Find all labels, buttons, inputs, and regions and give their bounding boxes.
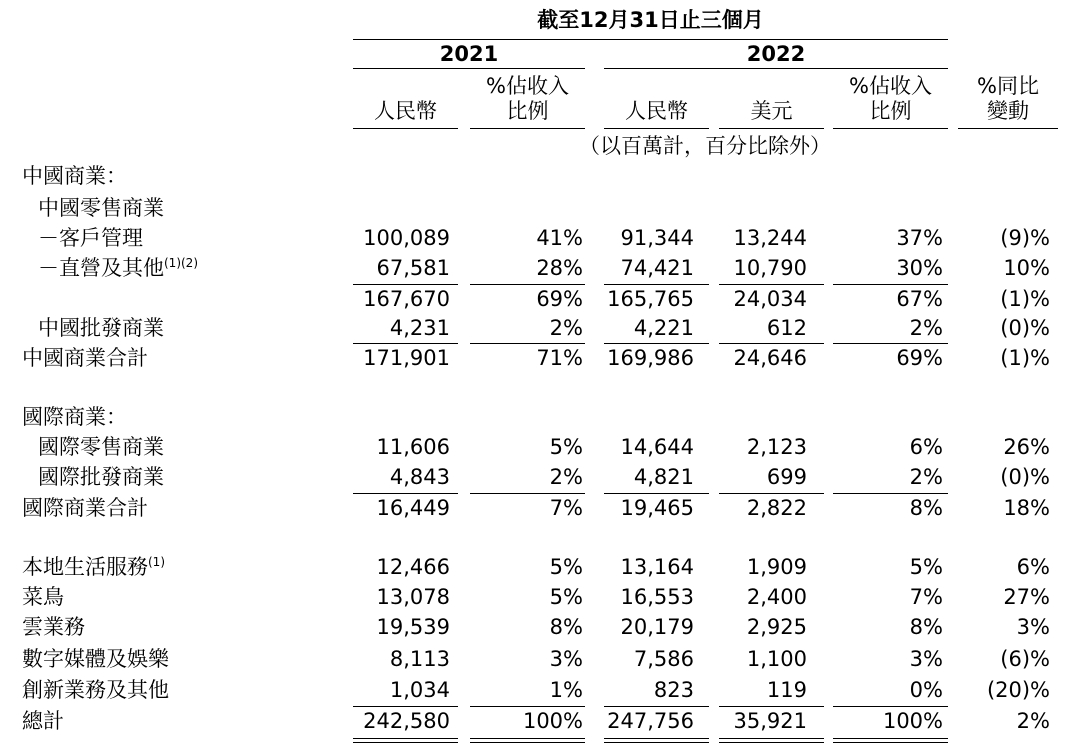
table-row: －客戶管理 100,089 41% 91,344 13,244 37% (9)% xyxy=(38,226,1050,250)
unit-note: （以百萬計，百分比除外） xyxy=(579,134,831,158)
table-row: 本地生活服務$^{(1)}$ 12,466 5% 13,164 1,909 5% 6% xyxy=(22,555,1050,579)
double-rule xyxy=(719,738,824,739)
table-row-intl-commerce-total: 國際商業合計 16,449 7% 19,465 2,822 8% 18% xyxy=(22,496,1050,520)
double-rule xyxy=(604,738,709,739)
table-row-china-commerce-heading: 中國商業： xyxy=(22,164,127,188)
year-2021-heading: 2021 xyxy=(439,42,499,66)
table-row-china-retail-subtotal: 167,670 69% 165,765 24,034 67% (1)% xyxy=(363,287,1050,311)
col-2022-rmb: 人民幣 xyxy=(625,99,688,123)
col-2022-pct-line1: %佔收入 xyxy=(849,74,932,98)
col-yoy-rule xyxy=(958,128,1058,129)
table-row: 數字媒體及娛樂 8,113 3% 7,586 1,100 3% (6)% xyxy=(22,647,1050,671)
double-rule xyxy=(833,738,948,739)
col-2022-usd-rule xyxy=(719,128,824,129)
double-rule xyxy=(833,742,948,743)
table-row: －直營及其他$^{(1)(2)}$ 67,581 28% 74,421 10,790 30% 10% xyxy=(38,256,1050,280)
col-2021-rmb: 人民幣 xyxy=(374,99,437,123)
table-row: 國際批發商業 4,843 2% 4,821 699 2% (0)% xyxy=(38,465,1050,489)
double-rule xyxy=(353,738,458,739)
period-heading: 截至12月31日止三個月 xyxy=(537,8,764,32)
double-rule xyxy=(470,742,585,743)
col-yoy-line2: 變動 xyxy=(987,99,1029,123)
table-row-intl-commerce-heading: 國際商業： xyxy=(22,405,127,429)
table-row: 雲業務 19,539 8% 20,179 2,925 8% 3% xyxy=(22,615,1050,639)
year-2022-rule xyxy=(604,68,948,69)
col-2021-rmb-rule xyxy=(353,128,458,129)
double-rule xyxy=(719,742,824,743)
col-2021-pct-line1: %佔收入 xyxy=(486,74,569,98)
col-2021-pct-rule xyxy=(470,128,585,129)
year-2022-heading: 2022 xyxy=(746,42,806,66)
table-row: 中國批發商業 4,231 2% 4,221 612 2% (0)% xyxy=(38,316,1050,340)
table-row-china-commerce-total: 中國商業合計 171,901 71% 169,986 24,646 69% (1)% xyxy=(22,346,1050,370)
period-rule xyxy=(353,39,948,40)
col-2022-usd: 美元 xyxy=(750,99,793,123)
col-2022-pct-line2: 比例 xyxy=(869,99,912,123)
year-2021-rule xyxy=(353,68,585,69)
footnote-ref: (1)(2) xyxy=(164,256,198,270)
table-row-china-retail-heading: 中國零售商業 xyxy=(38,196,164,220)
col-2022-rmb-rule xyxy=(604,128,709,129)
table-row: 國際零售商業 11,606 5% 14,644 2,123 6% 26% xyxy=(38,435,1050,459)
footnote-ref: (1) xyxy=(148,555,165,569)
col-2022-pct-rule xyxy=(833,128,948,129)
col-yoy-line1: %同比 xyxy=(977,74,1039,98)
table-row-grand-total: 總計 242,580 100% 247,756 35,921 100% 2% xyxy=(22,709,1050,733)
double-rule xyxy=(470,738,585,739)
table-row: 菜鳥 13,078 5% 16,553 2,400 7% 27% xyxy=(22,585,1050,609)
col-2021-pct-line2: 比例 xyxy=(506,99,549,123)
double-rule xyxy=(353,742,458,743)
double-rule xyxy=(604,742,709,743)
table-row: 創新業務及其他 1,034 1% 823 119 0% (20)% xyxy=(22,678,1050,702)
